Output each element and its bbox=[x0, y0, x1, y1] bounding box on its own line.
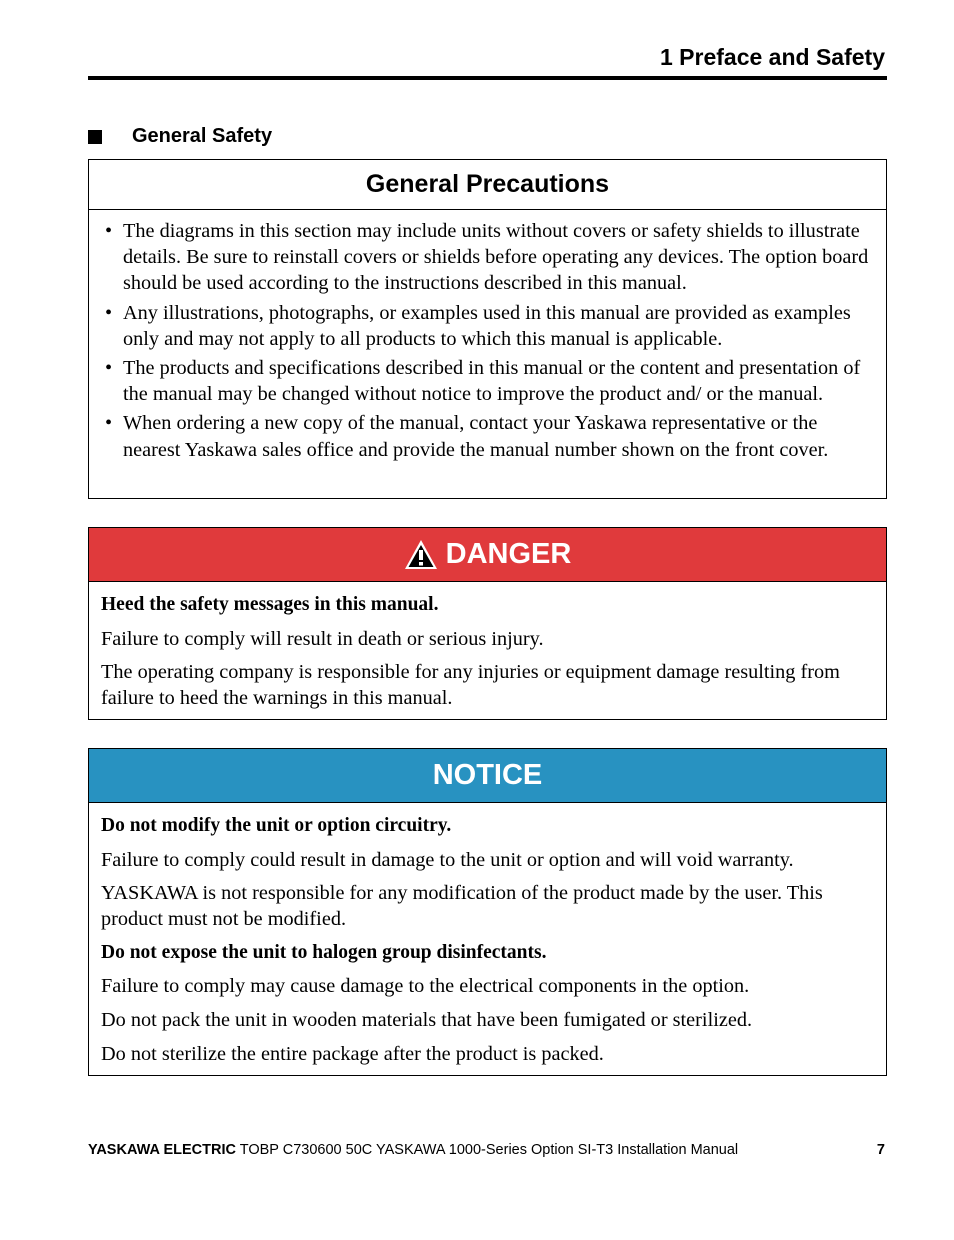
page-number: 7 bbox=[876, 1142, 885, 1158]
danger-body bbox=[89, 582, 886, 711]
footer-doc-title: TOBP C730600 50C YASKAWA 1000-Series Option SI-T3 Installation Manual bbox=[239, 1142, 739, 1158]
danger-line: Failure to comply will result in death or serious injury. bbox=[101, 627, 544, 650]
notice-line: Do not pack the unit in wooden materials that have been fumigated or sterilized. bbox=[101, 1008, 753, 1031]
chapter-title: 1 Preface and Safety bbox=[659, 44, 885, 70]
general-precautions-box bbox=[88, 159, 887, 499]
danger-line: Heed the safety messages in this manual. bbox=[101, 594, 439, 615]
notice-body bbox=[89, 803, 886, 1067]
notice-line: Failure to comply may cause damage to the electrical components in the option. bbox=[101, 975, 750, 998]
general-precautions-title: General Precautions bbox=[89, 160, 886, 210]
notice-line: Do not expose the unit to halogen group disinfectants. bbox=[101, 941, 547, 963]
page-footer bbox=[88, 1142, 885, 1158]
list-item: • When ordering a new copy of the manual, contact your Yaskawa representative or the nearest Yaskawa sales office and provide the manual number shown on the front cover. bbox=[105, 410, 876, 462]
warning-triangle-icon bbox=[404, 539, 438, 570]
list-item: • Any illustrations, photographs, or examples used in this manual are provided as examples only and may not apply to all products to which this manual is applicable. bbox=[105, 300, 876, 352]
section-heading bbox=[88, 125, 272, 148]
notice-line: YASKAWA is not responsible for any modification of the product made by the user. This product must not be modified. bbox=[101, 882, 823, 931]
notice-label: NOTICE bbox=[432, 759, 543, 791]
section-heading-text: General Safety bbox=[132, 125, 273, 147]
danger-box bbox=[88, 527, 887, 720]
footer-brand: YASKAWA ELECTRIC bbox=[88, 1142, 236, 1158]
notice-line: Do not sterilize the entire package after the product is packed. bbox=[101, 1042, 604, 1065]
notice-box bbox=[88, 748, 887, 1076]
danger-banner bbox=[89, 528, 886, 582]
footer-doc-info bbox=[88, 1142, 738, 1158]
list-item: • The diagrams in this section may include units without covers or safety shields to illustrate details. Be sure to reinstall covers or shields before operating any devices. The option board should be used according to the instructions described in this manual. bbox=[105, 218, 876, 297]
notice-line: Do not modify the unit or option circuitry. bbox=[101, 815, 452, 836]
danger-line: The operating company is responsible for any injuries or equipment damage resulting from failure to heed the warnings in this manual. bbox=[101, 661, 840, 710]
notice-banner bbox=[89, 749, 886, 803]
square-bullet-icon bbox=[88, 130, 102, 144]
notice-line: Failure to comply could result in damage to the unit or option and will void warranty. bbox=[101, 848, 794, 871]
header-rule bbox=[88, 76, 887, 80]
danger-label: DANGER bbox=[445, 538, 572, 570]
list-item: • The products and specifications described in this manual or the content and presentation of the manual may be changed without notice to improve the product and/ or the manual. bbox=[105, 355, 876, 407]
precautions-list bbox=[89, 210, 886, 463]
